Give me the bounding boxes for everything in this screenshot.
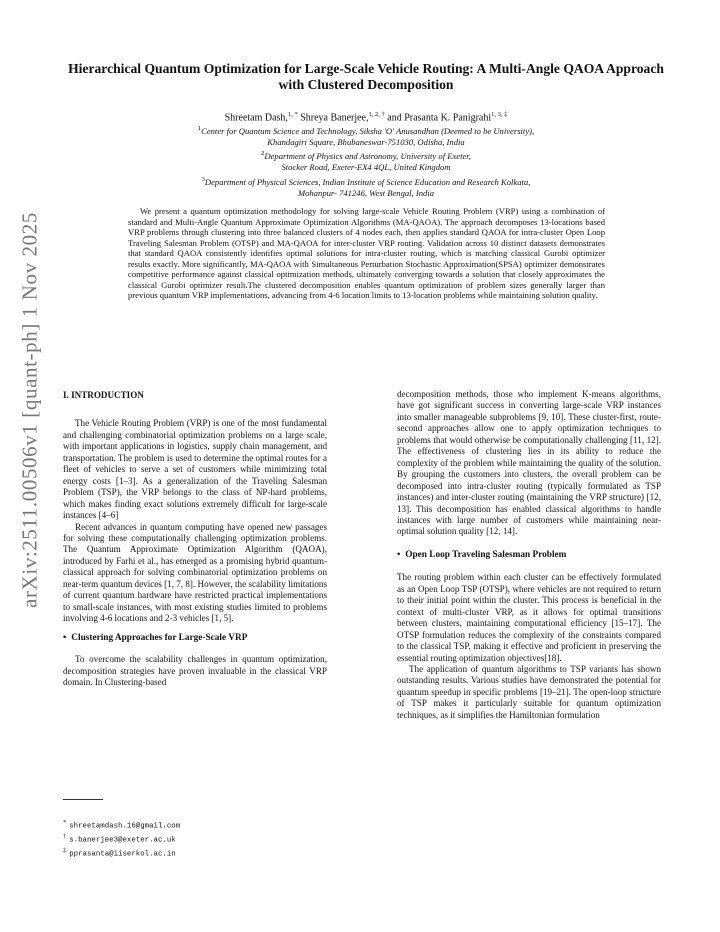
intro-paragraph: The Vehicle Routing Problem (VRP) is one of the most fundamental and challenging combinatorial optimization problems on a large scale, with important applications in logistics, supply chain management, and transportation. The problem is used to determine the optimal routes for a fleet of vehicles to serve a set of customers while minimizing total energy costs [1–3]. As a generalization of the Traveling Salesman Problem (TSP), the VRP belongs to the class of NP-hard problems, which makes finding exact solutions extremely difficult for large-scale instances [4–6] <box>63 418 327 521</box>
footnote-divider <box>63 799 103 800</box>
affiliation-line: Stocker Road, Exeter-EX4 4QL, United Kingdom <box>281 162 451 173</box>
footnote-list <box>63 818 180 860</box>
affiliation-line: Department of Physical Sciences, Indian Institute of Science Education and Research Kolkata, <box>204 176 531 187</box>
affiliation-number: 3 <box>201 175 205 183</box>
abstract: We present a quantum optimization methodology for solving large-scale Vehicle Routing Problem (VRP) using a combination of standard and Multi-Angle Quantum Approximate Optimization Algorithms (MA-QAOA). The approach decomposes 13-locations based VRP problems through clustering into three balanced clusters of 4 nodes each, then applies standard QAOA for intra-cluster Open Loop Traveling Salesman Problem (OTSP) and MA-QAOA for inter-cluster VRP routing. Validation across 10 distinct datasets demonstrates that standard QAOA consistently identifies optimal solutions for intra-cluster routing, which is matching classical Gurobi optimizer results exactly. More significantly, MA-QAOA with Simultaneous Perturbation Stochastic Approximation(SPSA) optimizer demonstrates competitive performance against classical optimization methods, ultimately converging towards a solution that closely approximates the classical Gurobi optimizer result.The clustered decomposition enables quantum optimization of problem sizes generally larger than previous quantum VRP implementations, advancing from 4-6 location limits to 13-location problems while maintaining solution quality. <box>128 206 605 300</box>
footnote-marker: * <box>63 819 67 826</box>
affiliation <box>60 174 672 188</box>
affiliation <box>60 148 672 162</box>
paper-title: Hierarchical Quantum Optimization for Large-Scale Vehicle Routing: A Multi-Angle QAOA Approach with Clustered Decomposition <box>68 61 664 92</box>
footnote-email <box>63 832 180 846</box>
arxiv-stamp-text: arXiv:2511.00506v1 [quant-ph] 1 Nov 2025 <box>17 212 42 608</box>
arxiv-stamp <box>8 150 52 670</box>
footnote-text: shreetamdash.16@gmail.com <box>69 822 181 831</box>
affiliation-list <box>60 123 672 199</box>
body-paragraph: The application of quantum algorithms to TSP variants has shown outstanding results. Various studies have demonstrated the potential for quantum speedup in specific problems [19–21]. The open-loop structure of TSP makes it particularly suitable for quantum optimization techniques, as it simplifies the Hamiltonian formulation <box>397 663 661 720</box>
footnote-email <box>63 818 180 832</box>
clustering-paragraph: To overcome the scalability challenges in quantum optimization, decomposition strategies have proven invaluable in the classical VRP domain. In Clustering-based <box>63 654 327 687</box>
footnote-marker: ‡ <box>63 846 67 854</box>
subsection-heading-otsp <box>397 550 661 561</box>
subsection-title: Clustering Approaches for Large-Scale VRP <box>71 632 248 643</box>
footnote-text: s.banerjee3@exeter.ac.uk <box>69 836 176 845</box>
subsection-title: Open Loop Traveling Salesman Problem <box>405 549 567 560</box>
author-marker: 1, 2, † <box>368 111 385 118</box>
author-list <box>60 108 672 124</box>
affiliation-line: Center for Quantum Science and Technology, Siksha 'O' Anusandhan (Deemed to be University), <box>201 125 535 136</box>
right-column <box>397 389 661 721</box>
subsection-heading-clustering <box>63 633 327 644</box>
affiliation-line: Khandagiri Square, Bhubaneswar-751030, Odisha, India <box>267 137 465 148</box>
author-marker: 1, 3, ‡ <box>491 111 508 118</box>
affiliation <box>60 123 672 137</box>
intro-paragraph: Recent advances in quantum computing have opened new passages for solving these computationally challenging optimization problems. The Quantum Approximate Optimization Algorithm (QAOA), introduced by Farhi et al., has emerged as a promising hybrid quantum-classical approach for solving combinatorial optimization problems on near-term quantum devices [1, 7, 8]. However, the scalability limitations of current quantum hardware have restricted practical implementations to small-scale instances, with most existing studies limited to problems involving 4-6 locations and 2-3 vehicles [1, 5]. <box>63 521 327 624</box>
left-column <box>63 390 327 688</box>
footnote-marker: † <box>63 832 67 840</box>
author-name: and Prasanta K. Panigrahi <box>387 112 492 124</box>
author-marker: 1, * <box>287 111 298 118</box>
otsp-paragraph: The routing problem within each cluster can be effectively formulated as an Open Loop TSP (OTSP), where vehicles are not required to return to their initial point within the cluster. This process is beneficial in the context of multi-cluster VRP, as it allows for optimal transitions between clusters, maintaining computational efficiency [15–17]. The OTSP formulation reduces the complexity of the constraints compared to the classical TSP, making it effective and proficient in preserving the essential routing optimization objectives[18]. <box>397 572 661 663</box>
bullet-icon: • <box>397 549 401 560</box>
section-heading-introduction: I. INTRODUCTION <box>63 390 144 400</box>
author-name: Shreetam Dash, <box>224 112 288 124</box>
author-name: Shreya Banerjee, <box>300 112 369 124</box>
footnote-text: pprasanta@iiserkol.ac.in <box>69 850 176 859</box>
affiliation-line: Mohanpur- 741246, West Bengal, India <box>297 187 435 198</box>
bullet-icon: • <box>63 632 67 643</box>
body-paragraph: decomposition methods, those who implement K-means algorithms, have got significant success in converting large-scale VRP instances into smaller manageable subproblems [9, 10]. These cluster-first, route-second approaches allow one to apply optimization techniques to problems that would otherwise be computationally challenging [11, 12]. The effectiveness of clustering lies in its ability to reduce the complexity of the problem while maintaining the quality of the solution. By grouping the customers into clusters, the overall problem can be decomposed into intra-cluster routing (typically formulated as TSP instances) and inter-cluster routing (maintaining the VRP structure) [12, 13]. This decomposition has enabled classical algorithms to handle instances with large number of customers while maintaining near-optimal solution quality [12, 14]. <box>397 389 661 537</box>
affiliation-line: Department of Physics and Astronomy, University of Exeter, <box>264 151 471 162</box>
affiliation-number: 1 <box>197 125 202 132</box>
footnote-email <box>63 846 180 860</box>
affiliation-number: 2 <box>261 150 265 158</box>
